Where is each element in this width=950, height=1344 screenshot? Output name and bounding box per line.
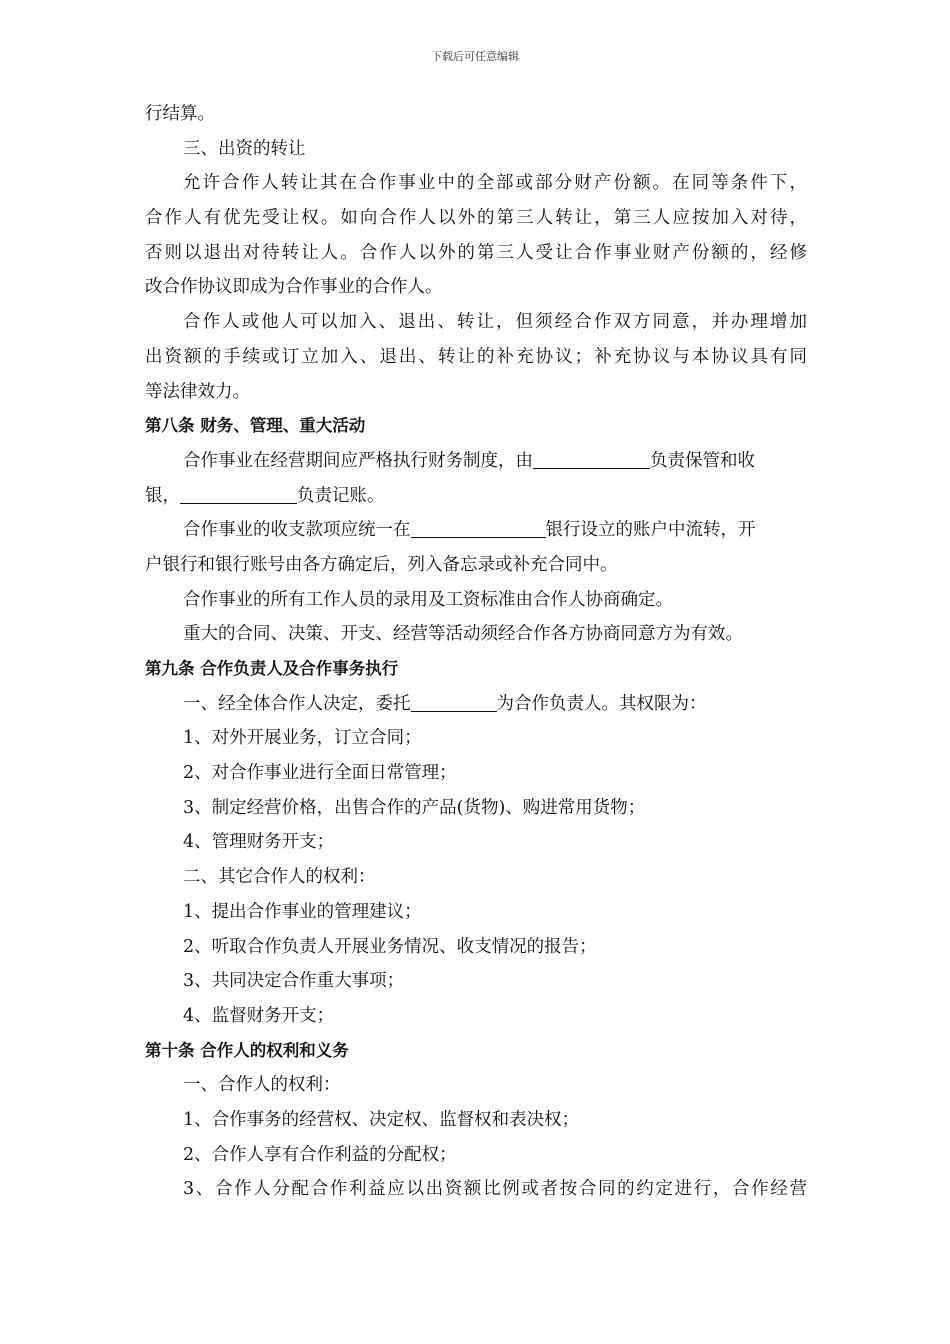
paragraph-line: 重大的合同、决策、开支、经营等活动须经合作各方协商同意方为有效。 [183,624,743,645]
list-item: 1、合作事务的经营权、决定权、监督权和表决权； [183,1109,580,1130]
paragraph-line: 否则以退出对待转让人。合作人以外的第三人受让合作事业财产份额的，经修 [145,242,807,263]
text-fragment: 负责记账。 [297,485,385,506]
article-heading: 第十条 合作人的权利和义务 [145,1040,349,1060]
article-heading: 第九条 合作负责人及合作事务执行 [145,659,399,678]
list-item: 4、监督财务开支； [183,1005,335,1026]
paragraph-line [145,513,807,548]
paragraph-line: 行结算。 [145,104,215,124]
paragraph-line: 等法律效力。 [145,381,250,402]
fill-in-blank [533,448,650,469]
text-fragment: 负责保管和收 [650,450,755,471]
fill-in-blank [411,517,546,538]
text-fragment: 合作事业的收支款项应统一在 [183,520,411,541]
paragraph-line: 户银行和银行账号由各方确定后，列入备忘录或补充合同中。 [145,554,618,575]
text-fragment: 为合作负责人。其权限为： [496,693,707,714]
paragraph-line: 合作人或他人可以加入、退出、转让，但须经合作双方同意，并办理增加 [183,312,807,333]
list-item: 3、合作人分配合作利益应以出资额比例或者按合同的约定进行，合作经营 [183,1179,807,1200]
paragraph-line: 合作人有优先受让权。如向合作人以外的第三人转让，第三人应按加入对待， [145,208,807,229]
paragraph-line: 合作事业的所有工作人员的录用及工资标准由合作人协商确定。 [183,589,673,610]
list-item: 2、听取合作负责人开展业务情况、收支情况的报告； [183,936,597,957]
list-item: 1、对外开展业务，订立合同； [183,728,422,749]
page-header: 下载后可任意编辑 [431,50,519,63]
text-fragment: 银， [145,485,180,506]
text-fragment: 银行设立的账户中流转，开 [545,520,756,541]
paragraph-line: 出资额的手续或订立加入、退出、转让的补充协议；补充协议与本协议具有同 [145,346,807,367]
fill-in-blank [411,691,497,712]
list-item: 3、制定经营价格，出售合作的产品(货物)、购进常用货物； [183,797,646,818]
fill-in-blank [180,483,297,504]
text-fragment: 一、经全体合作人决定，委托 [183,693,411,714]
section-heading: 一、合作人的权利： [183,1075,341,1096]
section-heading: 三、出资的转让 [183,138,306,159]
text-fragment: 合作事业在经营期间应严格执行财务制度，由 [183,450,533,471]
paragraph-line: 允许合作人转让其在合作事业中的全部或部分财产份额。在同等条件下， [183,173,807,194]
list-item: 2、合作人享有合作利益的分配权； [183,1144,457,1165]
paragraph-line: 改合作协议即成为合作事业的合作人。 [145,277,443,298]
document-body [145,97,807,1207]
paragraph-line [145,444,807,479]
list-item: 1、提出合作事业的管理建议； [183,901,422,922]
article-heading: 第八条 财务、管理、重大活动 [145,416,366,436]
paragraph-line [145,479,807,514]
list-item: 4、管理财务开支； [183,832,335,853]
section-heading: 二、其它合作人的权利： [183,867,376,888]
list-item: 3、共同决定合作重大事项； [183,971,405,992]
list-item: 2、对合作事业进行全面日常管理； [183,763,457,784]
paragraph-line [145,687,807,722]
